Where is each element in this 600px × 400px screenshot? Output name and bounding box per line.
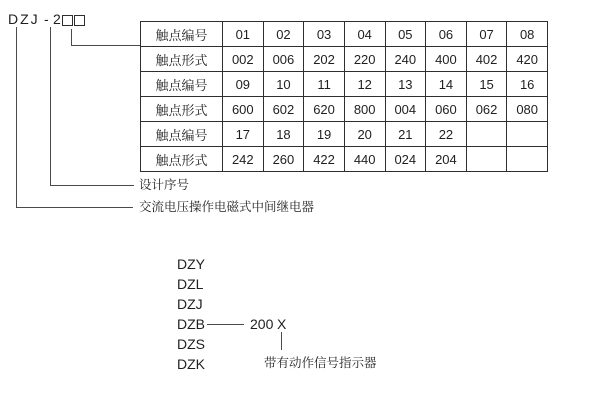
- row-label-cell: 触点形式: [141, 147, 223, 172]
- callout-line-serial-vertical: [50, 27, 51, 186]
- value-cell: 01: [223, 22, 264, 47]
- value-cell: 17: [223, 122, 264, 147]
- model-code-prefix: DZJ: [8, 11, 40, 27]
- value-cell: 04: [344, 22, 385, 47]
- indicator-note: 带有动作信号指示器: [264, 356, 377, 370]
- design-serial-label: 设计序号: [139, 178, 190, 192]
- value-cell: 080: [507, 97, 548, 122]
- value-cell: 07: [466, 22, 507, 47]
- row-label-cell: 触点编号: [141, 72, 223, 97]
- value-cell: 422: [304, 147, 345, 172]
- model-list-item-dzb: DZB: [177, 316, 205, 332]
- table-row: [141, 22, 548, 47]
- value-cell: 05: [385, 22, 426, 47]
- value-cell: 08: [507, 22, 548, 47]
- value-cell: 002: [223, 47, 264, 72]
- value-cell: 420: [507, 47, 548, 72]
- value-cell: 620: [304, 97, 345, 122]
- value-cell: [466, 122, 507, 147]
- value-cell: 202: [304, 47, 345, 72]
- indicator-connector-line: [281, 332, 282, 350]
- table-row: [141, 72, 548, 97]
- value-cell: 03: [304, 22, 345, 47]
- contact-table: [140, 21, 548, 172]
- value-cell: 600: [223, 97, 264, 122]
- value-cell: 602: [263, 97, 304, 122]
- value-cell: [466, 147, 507, 172]
- row-label-cell: 触点形式: [141, 47, 223, 72]
- value-cell: 20: [344, 122, 385, 147]
- value-cell: 13: [385, 72, 426, 97]
- row-label-cell: 触点编号: [141, 122, 223, 147]
- value-cell: 18: [263, 122, 304, 147]
- value-cell: 062: [466, 97, 507, 122]
- model-list-item-dzs: DZS: [177, 336, 205, 352]
- value-cell: [507, 147, 548, 172]
- model-code-series: 2: [53, 11, 61, 27]
- value-cell: 02: [263, 22, 304, 47]
- dzb-variable: X: [277, 316, 287, 332]
- value-cell: 400: [426, 47, 467, 72]
- value-cell: 242: [223, 147, 264, 172]
- table-row: [141, 97, 548, 122]
- model-list-item-dzl: DZL: [177, 276, 204, 292]
- value-cell: 11: [304, 72, 345, 97]
- value-cell: 440: [344, 147, 385, 172]
- value-cell: 10: [263, 72, 304, 97]
- value-cell: 402: [466, 47, 507, 72]
- value-cell: 260: [263, 147, 304, 172]
- value-cell: 220: [344, 47, 385, 72]
- table-row: [141, 122, 548, 147]
- value-cell: 004: [385, 97, 426, 122]
- model-list-item-dzk: DZK: [177, 356, 205, 372]
- table-row: [141, 47, 548, 72]
- model-list-item-dzy: DZY: [177, 256, 205, 272]
- relay-description-label: 交流电压操作电磁式中间继电器: [139, 200, 315, 214]
- row-label-cell: 触点编号: [141, 22, 223, 47]
- model-list: [177, 254, 205, 374]
- model-list-item-dzj: DZJ: [177, 296, 203, 312]
- value-cell: 800: [344, 97, 385, 122]
- value-cell: 09: [223, 72, 264, 97]
- value-cell: 060: [426, 97, 467, 122]
- callout-line-contacts-horizontal: [71, 45, 140, 46]
- row-label-cell: 触点形式: [141, 97, 223, 122]
- callout-line-relay-vertical: [16, 27, 17, 208]
- value-cell: 12: [344, 72, 385, 97]
- value-cell: 15: [466, 72, 507, 97]
- dzb-suffix: 200: [250, 316, 274, 332]
- code-placeholder-box-2: [74, 15, 85, 26]
- value-cell: 006: [263, 47, 304, 72]
- callout-line-relay-horizontal: [16, 207, 133, 208]
- value-cell: 240: [385, 47, 426, 72]
- callout-line-contacts-vertical: [71, 29, 72, 46]
- model-code-dash: -: [44, 11, 49, 27]
- value-cell: [507, 122, 548, 147]
- value-cell: 19: [304, 122, 345, 147]
- callout-line-serial-horizontal: [50, 185, 134, 186]
- value-cell: 21: [385, 122, 426, 147]
- table-row: [141, 147, 548, 172]
- value-cell: 024: [385, 147, 426, 172]
- value-cell: 204: [426, 147, 467, 172]
- dzb-connector-line: [207, 324, 244, 325]
- value-cell: 22: [426, 122, 467, 147]
- code-placeholder-box-1: [62, 15, 73, 26]
- value-cell: 06: [426, 22, 467, 47]
- value-cell: 14: [426, 72, 467, 97]
- value-cell: 16: [507, 72, 548, 97]
